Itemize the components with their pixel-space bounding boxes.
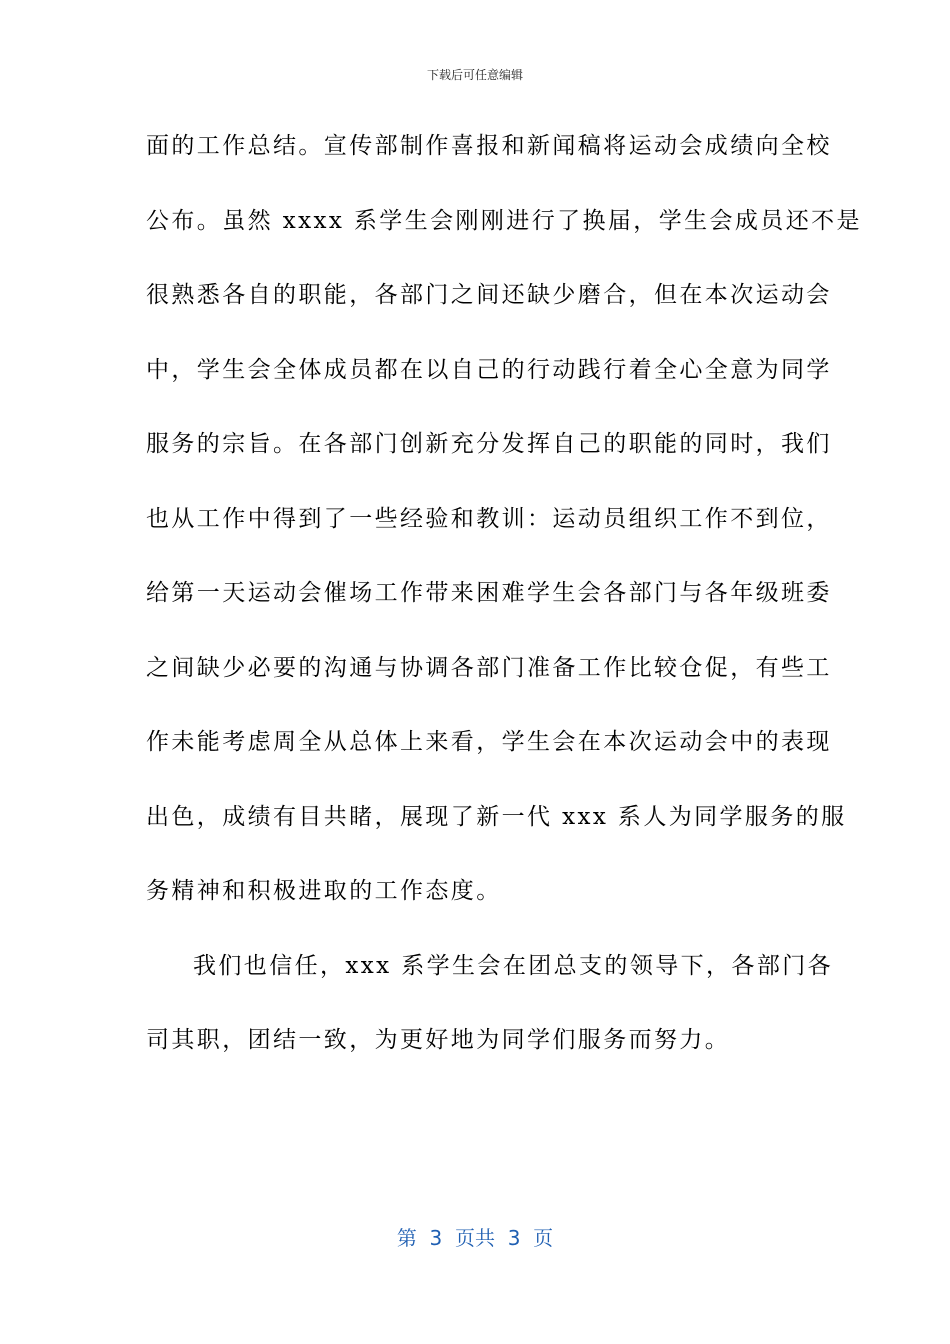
- body-line: 司其职，团结一致，为更好地为同学们服务而努力。: [146, 1027, 731, 1053]
- body-line: 服务的宗旨。在各部门创新充分发挥自己的职能的同时，我们: [146, 431, 832, 457]
- body-line: 很熟悉各自的职能，各部门之间还缺少磨合，但在本次运动会: [146, 282, 832, 308]
- body-line: 公布。虽然 xxxx 系学生会刚刚进行了换届，学生会成员还不是: [146, 207, 862, 234]
- body-line: 务精神和积极进取的工作态度。: [146, 878, 502, 904]
- body-line: 给第一天运动会催场工作带来困难学生会各部门与各年级班委: [146, 580, 832, 606]
- body-line: 作未能考虑周全从总体上来看，学生会在本次运动会中的表现: [146, 729, 832, 755]
- body-line: 也从工作中得到了一些经验和教训：运动员组织工作不到位，: [146, 505, 832, 532]
- body-line: 之间缺少必要的沟通与协调各部门准备工作比较仓促，有些工: [146, 654, 832, 681]
- document-body: [146, 124, 862, 1093]
- page-number-footer: 第 3 页共 3 页: [396, 1226, 554, 1250]
- body-line: 出色，成绩有目共睹，展现了新一代 xxx 系人为同学服务的服: [146, 803, 847, 830]
- body-line-indented: 我们也信任，xxx 系学生会在团总支的领导下，各部门各: [193, 952, 834, 979]
- page-header: 下载后可任意编辑: [426, 68, 523, 82]
- body-line: 中，学生会全体成员都在以自己的行动践行着全心全意为同学: [146, 356, 832, 383]
- body-line: 面的工作总结。宣传部制作喜报和新闻稿将运动会成绩向全校: [146, 133, 832, 159]
